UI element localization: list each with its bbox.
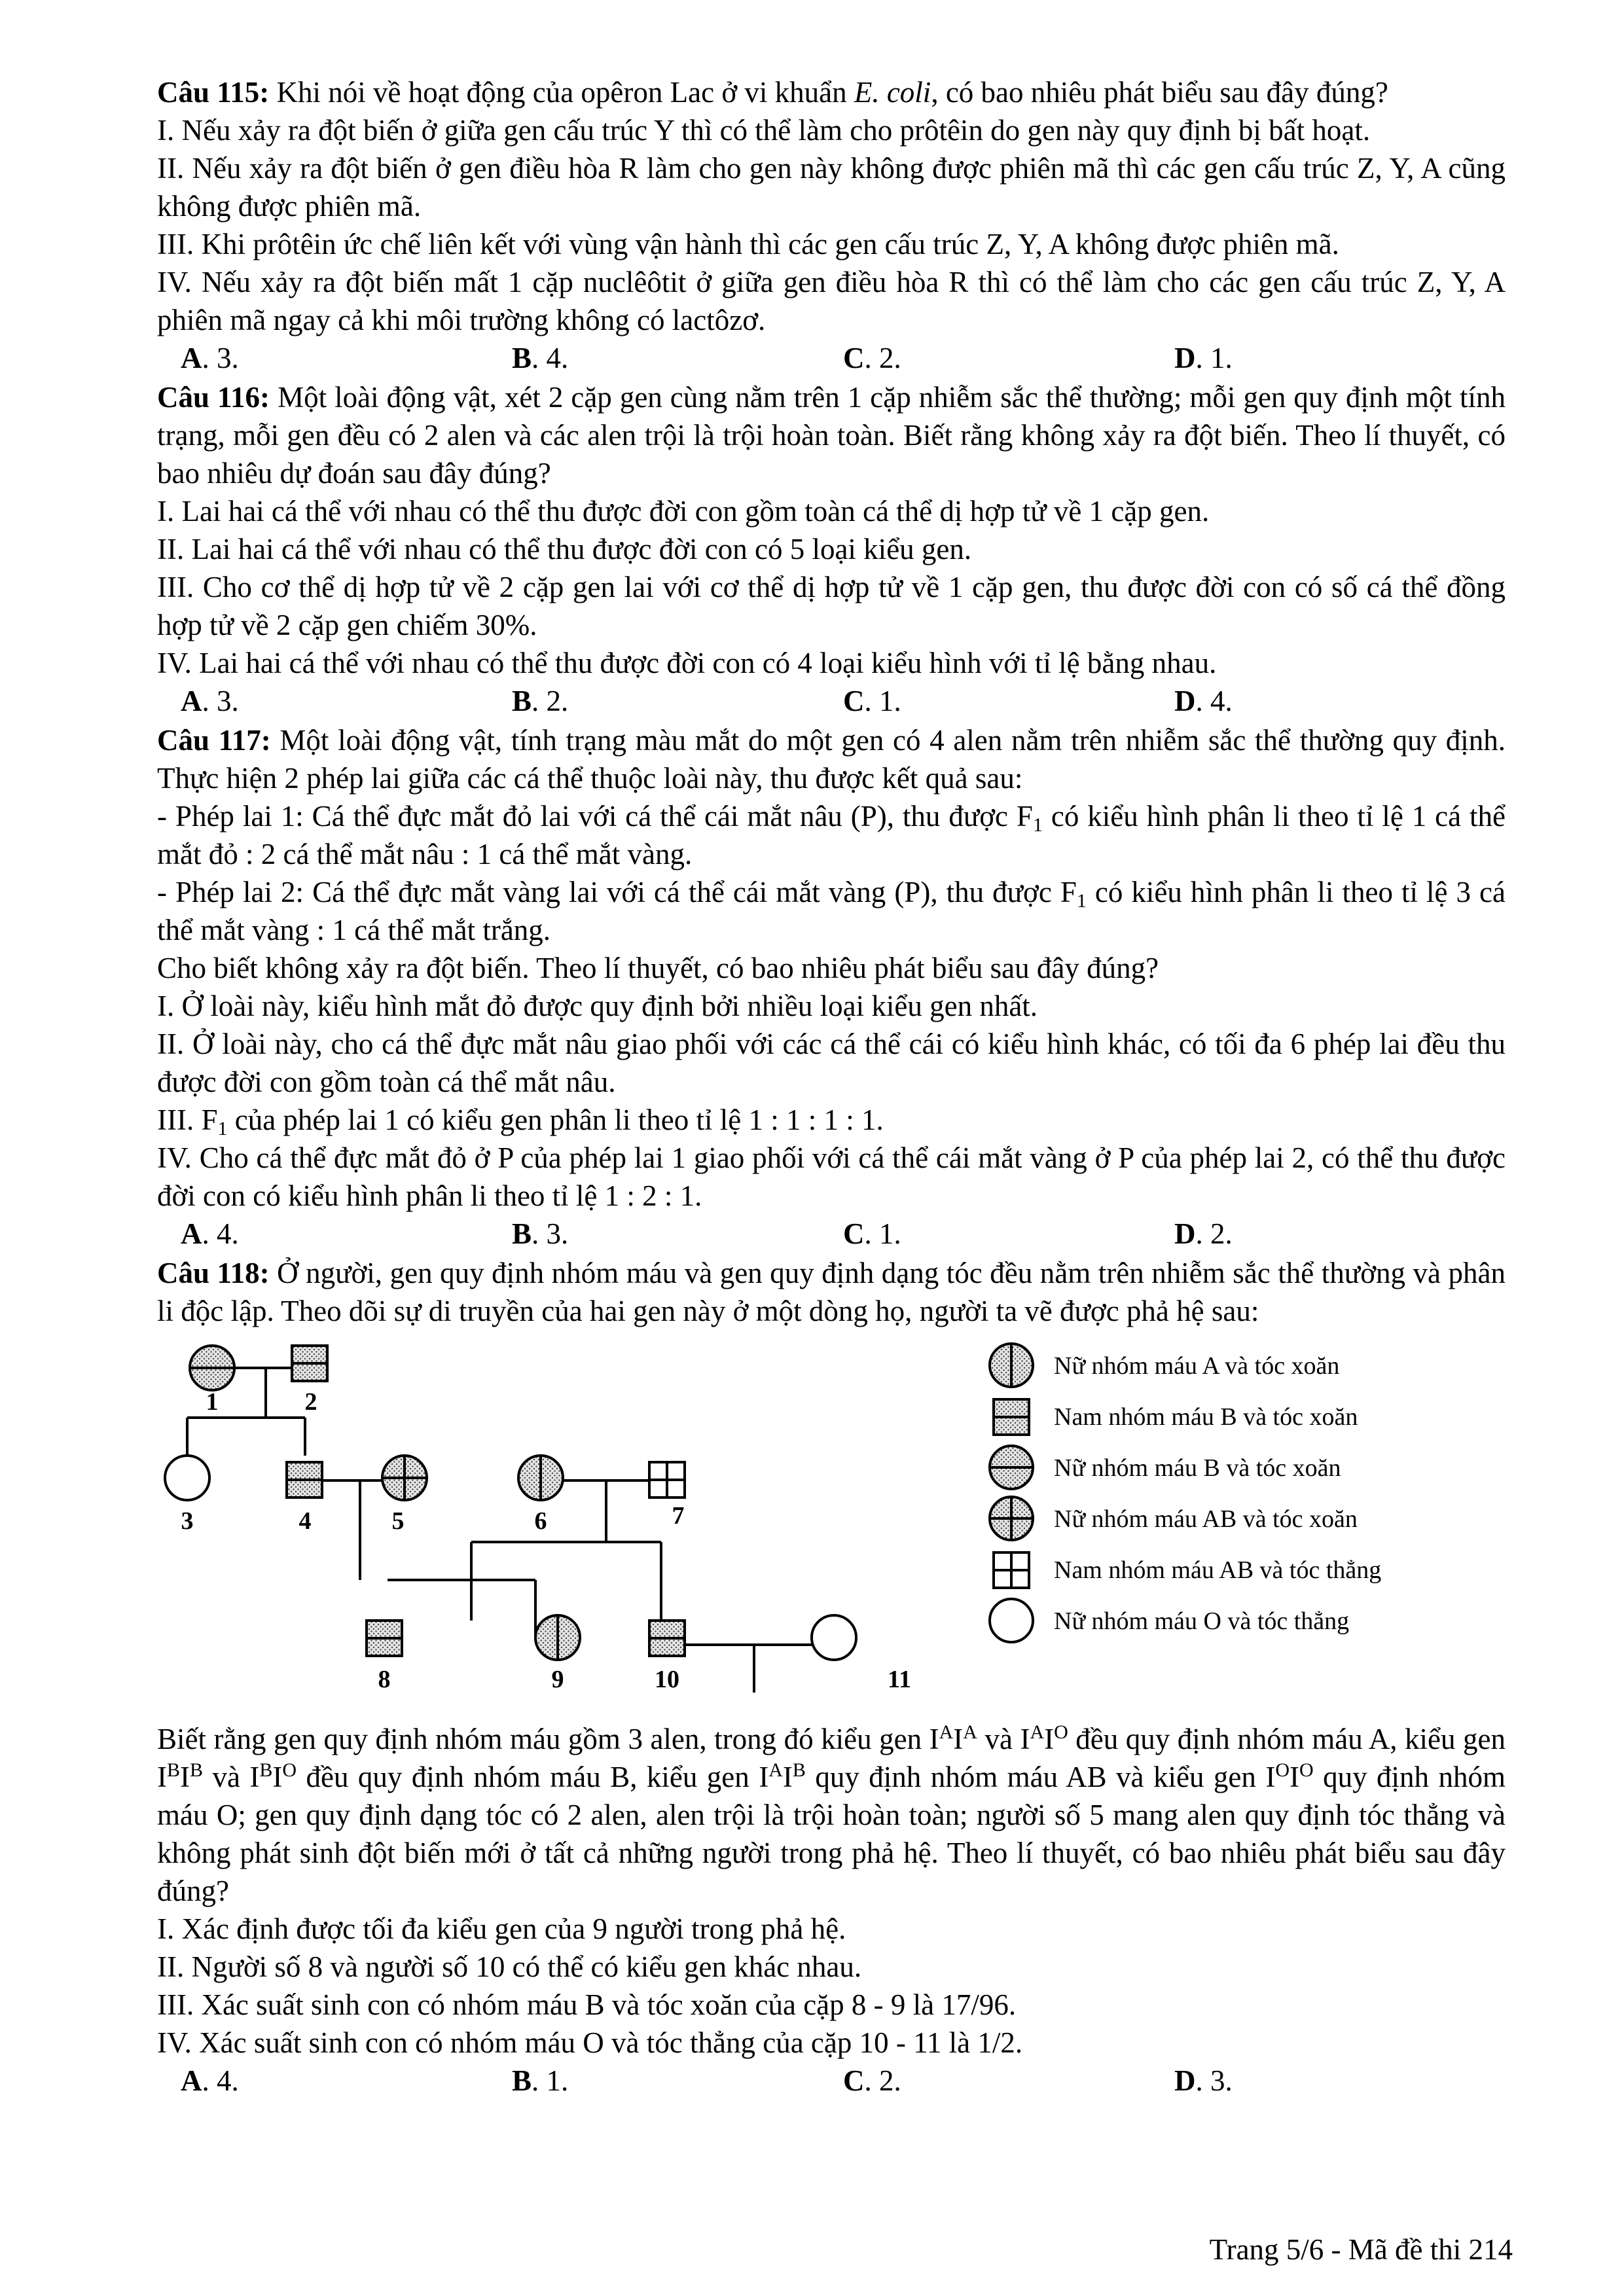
q118-statement-1: I. Xác định được tối đa kiểu gen của 9 người trong phả hệ. xyxy=(157,1912,846,1945)
q118-statement-3: III. Xác suất sinh con có nhóm máu B và tóc xoăn của cặp 8 - 9 là 17/96. xyxy=(157,1988,1017,2021)
q115-statement-4: IV. Nếu xảy ra đột biến mất 1 cặp nuclêôtit ở giữa gen điều hòa R thì có thể làm cho các gen cấu trúc Z, Y, A phiên mã ngay cả khi môi trường không có lactôzơ. xyxy=(157,266,1506,336)
q117-option-c: C. 1. xyxy=(843,1217,901,1250)
legend-symbol-female-ab-curly xyxy=(990,1497,1033,1540)
pedigree-diagram xyxy=(157,1339,1506,1706)
q116-stem: Câu 116: Một loài động vật, xét 2 cặp gen cùng nằm trên 1 cặp nhiễm sắc thể thường; mỗi gen quy định một tính trạng, mỗi gen đều có 2 alen và các alen trội là trội hoàn toàn. Biết rằng không xảy ra đột biến. Theo lí thuyết, có bao nhiêu dự đoán sau đây đúng? xyxy=(157,381,1506,490)
q118-option-b: B. 1. xyxy=(512,2064,569,2097)
q118-options xyxy=(157,2062,1506,2100)
q115-statement-2: II. Nếu xảy ra đột biến ở gen điều hòa R làm cho gen này không được phiên mã thì các gen cấu trúc Z, Y, A cũng không được phiên mã. xyxy=(157,152,1506,223)
q118-option-c: C. 2. xyxy=(843,2064,901,2097)
q117-statement-2: II. Ở loài này, cho cá thể đực mắt nâu giao phối với các cá thể cái có kiểu hình khác, có tối đa 6 phép lai đều thu được đời con gồm toàn cá thể mắt nâu. xyxy=(157,1028,1506,1098)
q115-statement-1: I. Nếu xảy ra đột biến ở giữa gen cấu trúc Y thì có thể làm cho prôtêin do gen này quy định bị bất hoạt. xyxy=(157,114,1371,147)
q116-option-b: B. 2. xyxy=(512,685,569,717)
pedigree-legend xyxy=(990,1344,1033,1642)
legend-symbol-female-b-curly xyxy=(990,1446,1033,1489)
label-9: 9 xyxy=(551,1666,564,1693)
q115-option-a: A. 3. xyxy=(181,342,239,374)
q115-stem: Câu 115: Khi nói về hoạt động của opêron Lac ở vi khuẩn E. coli, có bao nhiêu phát biểu sau đây đúng? xyxy=(157,76,1388,109)
individual-6 xyxy=(518,1456,563,1500)
individual-1 xyxy=(190,1346,234,1390)
q118-label: Câu 118: xyxy=(157,1257,270,1289)
q117-label: Câu 117: xyxy=(157,724,271,757)
q116-option-c: C. 1. xyxy=(843,685,901,717)
label-4: 4 xyxy=(298,1507,312,1535)
q117-statement-4: IV. Cho cá thể đực mắt đỏ ở P của phép lai 1 giao phối với cá thể cái mắt vàng ở P của phép lai 2, có thể thu được đời con có kiểu hình phân li theo tỉ lệ 1 : 2 : 1. xyxy=(157,1141,1506,1212)
q117-options xyxy=(157,1215,1506,1253)
q115-label: Câu 115: xyxy=(157,76,270,109)
q116-statement-4: IV. Lai hai cá thể với nhau có thể thu được đời con có 4 loại kiểu hình với tỉ lệ bằng nhau. xyxy=(157,647,1217,679)
label-6: 6 xyxy=(534,1507,547,1535)
individual-10 xyxy=(649,1621,685,1656)
genotype-IBIO: $I^BI^O$ xyxy=(249,1759,297,1793)
label-5: 5 xyxy=(391,1507,405,1535)
individual-7 xyxy=(649,1462,685,1498)
q116-label: Câu 116: xyxy=(157,381,270,414)
individual-9 xyxy=(535,1615,580,1660)
legend-text-2: Nam nhóm máu B và tóc xoăn xyxy=(1054,1403,1358,1431)
label-3: 3 xyxy=(181,1507,194,1535)
q118-option-d: D. 3. xyxy=(1174,2064,1233,2097)
individual-4 xyxy=(287,1462,322,1498)
pedigree-lines xyxy=(187,1368,812,1693)
q117-ask: Cho biết không xảy ra đột biến. Theo lí thuyết, có bao nhiêu phát biểu sau đây đúng? xyxy=(157,952,1159,984)
q118-option-a: A. 4. xyxy=(181,2064,239,2097)
genotype-IAIB: $I^AI^B$ xyxy=(759,1759,806,1793)
q118-statement-2: II. Người số 8 và người số 10 có thể có kiểu gen khác nhau. xyxy=(157,1950,862,1983)
label-7: 7 xyxy=(672,1502,685,1530)
q118-genetics-text: Biết rằng gen quy định nhóm máu gồm 3 alen, trong đó kiểu gen $I^AI^A$ và $I^AI^O$ đều quy định nhóm máu A, kiểu gen $I^BI^B$ và $I^BI^O$ đều quy định nhóm máu B, kiểu gen $I^AI^B$ quy định nhóm máu AB và kiểu gen $I^OI^O$ quy định nhóm máu O; gen quy định dạng tóc có 2 alen, alen trội là trội hoàn toàn; người số 5 mang alen quy định tóc thẳng và không phát sinh đột biến mới ở tất cả những người trong phả hệ. Theo lí thuyết, có bao nhiêu phát biểu sau đây đúng? xyxy=(157,1721,1506,1907)
individual-8 xyxy=(367,1621,402,1656)
legend-symbol-female-o-straight xyxy=(990,1599,1033,1642)
individual-3 xyxy=(165,1456,209,1500)
legend-text-1: Nữ nhóm máu A và tóc xoăn xyxy=(1054,1352,1340,1380)
legend-text-3: Nữ nhóm máu B và tóc xoăn xyxy=(1054,1454,1341,1482)
q115-statement-3: III. Khi prôtêin ức chế liên kết với vùng vận hành thì các gen cấu trúc Z, Y, A không được phiên mã. xyxy=(157,228,1339,260)
q117-statement-1: I. Ở loài này, kiểu hình mắt đỏ được quy định bởi nhiều loại kiểu gen nhất. xyxy=(157,990,1038,1022)
q118-stem: Câu 118: Ở người, gen quy định nhóm máu và gen quy định dạng tóc đều nằm trên nhiễm sắc thể thường và phân li độc lập. Theo dõi sự di truyền của hai gen này ở một dòng họ, người ta vẽ được phả hệ sau: xyxy=(157,1257,1506,1327)
legend-text-5: Nam nhóm máu AB và tóc thẳng xyxy=(1054,1556,1382,1584)
q117-option-a: A. 4. xyxy=(181,1217,239,1250)
label-8: 8 xyxy=(378,1666,391,1693)
label-11: 11 xyxy=(888,1666,911,1693)
genotype-IAIO: $I^AI^O$ xyxy=(1020,1721,1068,1755)
q115-option-d: D. 1. xyxy=(1174,342,1233,374)
q117-cross-2: - Phép lai 2: Cá thể đực mắt vàng lai với cá thể cái mắt vàng (P), thu được $F_1$ có kiểu hình phân li theo tỉ lệ 3 cá thể mắt vàng : 1 cá thể mắt trắng. xyxy=(157,876,1506,946)
q116-options xyxy=(157,682,1506,720)
q116-statement-1: I. Lai hai cá thể với nhau có thể thu được đời con gồm toàn cá thể dị hợp tử về 1 cặp gen. xyxy=(157,495,1210,528)
legend-symbol-male-b-curly xyxy=(994,1399,1029,1435)
label-10: 10 xyxy=(655,1666,679,1693)
legend-symbol-male-ab-straight xyxy=(994,1552,1029,1588)
page-footer: Trang 5/6 - Mã đề thi 214 xyxy=(1209,2233,1513,2266)
legend-text-4: Nữ nhóm máu AB và tóc xoăn xyxy=(1054,1505,1358,1533)
individual-5 xyxy=(382,1456,427,1500)
q115-option-c: C. 2. xyxy=(843,342,901,374)
label-2: 2 xyxy=(304,1388,317,1416)
q117-cross-1: - Phép lai 1: Cá thể đực mắt đỏ lai với cá thể cái mắt nâu (P), thu được $F_1$ có kiểu hình phân li theo tỉ lệ 1 cá thể mắt đỏ : 2 cá thể mắt nâu : 1 cá thể mắt vàng. xyxy=(157,800,1506,870)
q115-options xyxy=(157,339,1506,377)
genotype-IBIB: $I^BI^B$ xyxy=(157,1759,204,1793)
q117-option-d: D. 2. xyxy=(1174,1217,1233,1250)
q116-option-a: A. 3. xyxy=(181,685,239,717)
q116-statement-3: III. Cho cơ thể dị hợp tử về 2 cặp gen lai với cơ thể dị hợp tử về 1 cặp gen, thu được đời con có số cá thể đồng hợp tử về 2 cặp gen chiếm 30%. xyxy=(157,571,1506,641)
q116-statement-2: II. Lai hai cá thể với nhau có thể thu được đời con có 5 loại kiểu gen. xyxy=(157,533,972,565)
q118-statement-4: IV. Xác suất sinh con có nhóm máu O và tóc thẳng của cặp 10 - 11 là 1/2. xyxy=(157,2026,1023,2059)
q117-stem: Câu 117: Một loài động vật, tính trạng màu mắt do một gen có 4 alen nằm trên nhiễm sắc thể thường quy định. Thực hiện 2 phép lai giữa các cá thể thuộc loài này, thu được kết quả sau: xyxy=(157,724,1506,795)
q115-option-b: B. 4. xyxy=(512,342,569,374)
q117-option-b: B. 3. xyxy=(512,1217,569,1250)
individual-2 xyxy=(292,1346,327,1381)
q116-option-d: D. 4. xyxy=(1174,685,1233,717)
legend-text-6: Nữ nhóm máu O và tóc thẳng xyxy=(1054,1607,1350,1635)
legend-symbol-female-a-curly xyxy=(990,1344,1033,1387)
individual-11 xyxy=(812,1615,856,1660)
genotype-IOIO: $I^OI^O$ xyxy=(1265,1759,1314,1793)
genotype-IAIA: $I^AI^A$ xyxy=(929,1721,977,1755)
q117-statement-3: III. $F_1$ của phép lai 1 có kiểu gen phân li theo tỉ lệ 1 : 1 : 1 : 1. xyxy=(157,1103,884,1139)
label-1: 1 xyxy=(206,1388,219,1416)
